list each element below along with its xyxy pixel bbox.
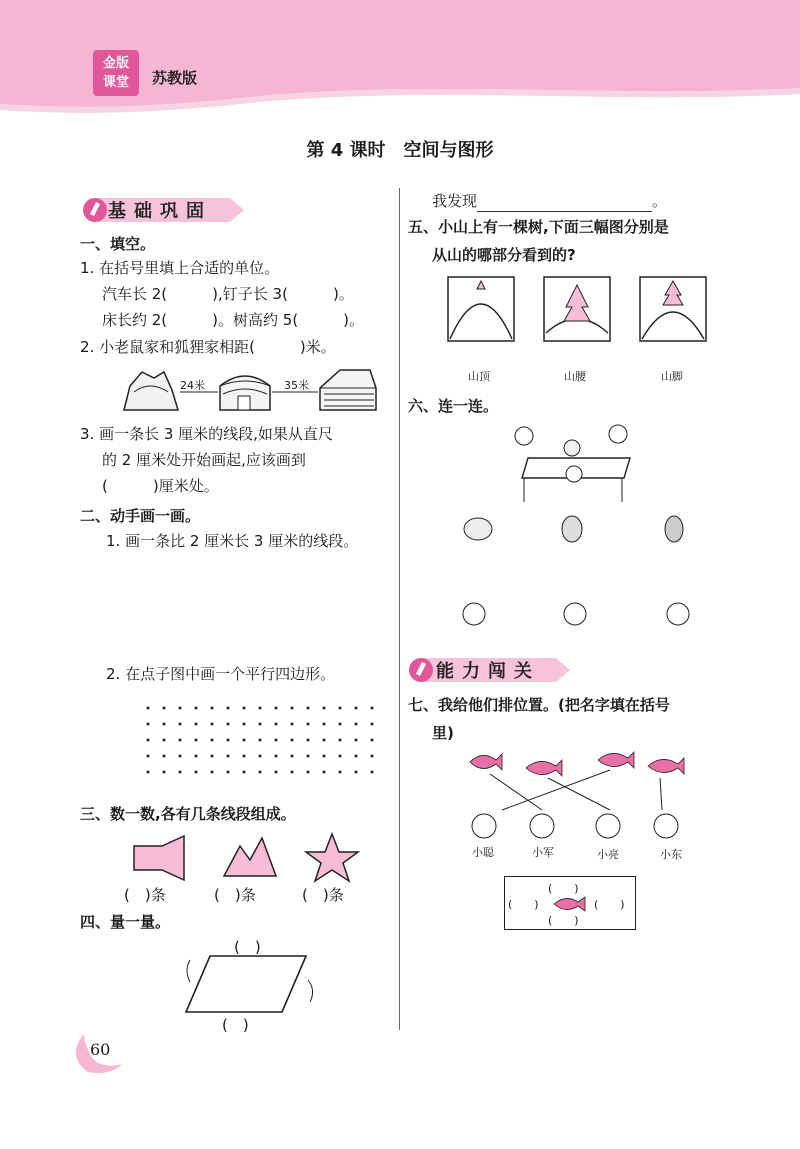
- measure-top[interactable]: ( ): [234, 938, 261, 956]
- measure-bottom[interactable]: ( ): [222, 1016, 249, 1034]
- distance-label-1: 24米: [180, 379, 205, 392]
- draw-q2: 2. 在点子图中画一个平行四边形。: [106, 665, 336, 683]
- table-scene: [500, 418, 650, 504]
- page-number: 60: [90, 1040, 111, 1059]
- q2-text: 2. 小老鼠家和狐狸家相距( )米。: [80, 338, 336, 356]
- paren-left[interactable]: ( ): [508, 898, 539, 911]
- section4-title: 四、量一量。: [80, 913, 171, 931]
- i-found-line: [432, 190, 667, 212]
- section6-title: 六、连一连。: [408, 397, 499, 415]
- q1-line1: 汽车长 2( ),钉子长 3( )。: [102, 285, 354, 303]
- name-xiaoliang: 小亮: [597, 848, 619, 861]
- count-answer-2[interactable]: ( )条: [214, 886, 256, 904]
- paren-top[interactable]: ( ): [548, 882, 579, 895]
- section5-title: 五、小山上有一棵树,下面三幅图分别是: [408, 218, 669, 236]
- section1-title: 一、填空。: [80, 235, 156, 253]
- q1-lead: 1. 在括号里填上合适的单位。: [80, 259, 280, 277]
- distance-label-2: 35米: [284, 379, 309, 392]
- section7-title: 七、我给他们排位置。(把名字填在括号: [408, 696, 670, 714]
- fish-match-lines: [462, 748, 692, 844]
- dot-grid[interactable]: [140, 700, 380, 782]
- name-xiaojun: 小军: [532, 846, 554, 859]
- section5-title-2: 从山的哪部分看到的?: [432, 246, 576, 264]
- q1-line2: 床长约 2( )。树高约 5( )。: [102, 311, 365, 329]
- houses-illustration: [120, 362, 380, 414]
- column-divider: [399, 188, 400, 1030]
- q3-line1: 3. 画一条长 3 厘米的线段,如果从直尺: [80, 425, 333, 443]
- view-objects: [460, 512, 700, 544]
- section2-title: 二、动手画一画。: [80, 507, 201, 525]
- edition-label: 苏教版: [152, 69, 198, 87]
- mountain-views: [446, 275, 716, 345]
- section3-title: 三、数一数,各有几条线段组成。: [80, 805, 296, 823]
- children-row: [450, 598, 700, 634]
- banner-ability: 能力闯关: [406, 656, 576, 684]
- publisher-logo: 金版 课堂: [93, 50, 139, 96]
- paren-bottom[interactable]: ( ): [548, 914, 579, 927]
- label-foot: 山脚: [661, 370, 683, 383]
- q3-line3: ( )厘米处。: [102, 477, 219, 495]
- section7-title-2: 里): [432, 724, 454, 742]
- paren-right[interactable]: ( ): [594, 898, 625, 911]
- name-xiaodong: 小东: [660, 848, 682, 861]
- count-answer-1[interactable]: ( )条: [124, 886, 166, 904]
- count-answer-3[interactable]: ( )条: [302, 886, 344, 904]
- q3-line2: 的 2 厘米处开始画起,应该画到: [102, 451, 306, 469]
- name-xiaocong: 小聪: [472, 846, 494, 859]
- draw-q1: 1. 画一条比 2 厘米长 3 厘米的线段。: [106, 532, 359, 550]
- parallelogram: [180, 950, 320, 1020]
- i-found-label: 我发现: [432, 192, 478, 210]
- shapes-row: [130, 832, 370, 884]
- banner-basic: 基础巩固: [80, 196, 250, 224]
- answer-blank[interactable]: [477, 195, 652, 212]
- lesson-title: 第 4 课时 空间与图形: [306, 140, 494, 161]
- label-middle: 山腰: [564, 370, 586, 383]
- i-found-period: 。: [652, 192, 668, 210]
- label-top: 山顶: [468, 370, 490, 383]
